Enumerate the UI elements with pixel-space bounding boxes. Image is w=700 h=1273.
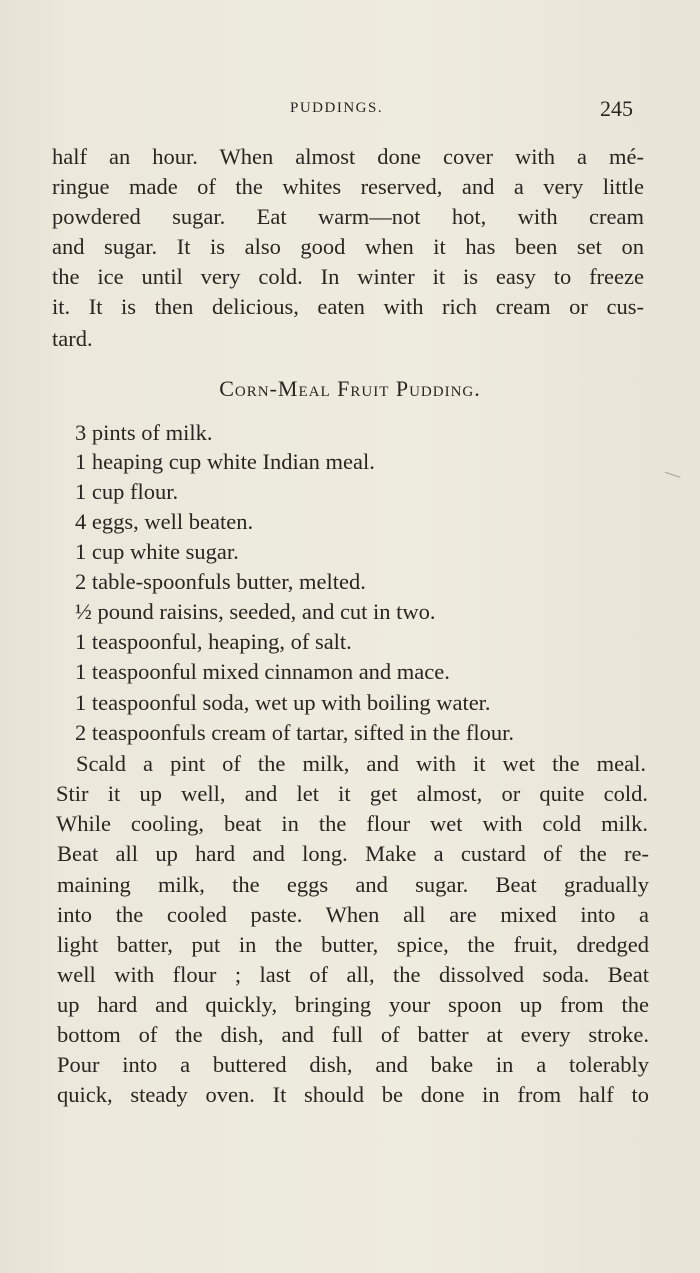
directions-line: well with flour ; last of all, the dissolved soda. Beat	[57, 962, 649, 987]
directions-line: Pour into a buttered dish, and bake in a tolerably	[57, 1052, 649, 1077]
ingredient-item: 1 heaping cup white Indian meal.	[75, 449, 375, 474]
ingredient-item: 1 cup white sugar.	[75, 539, 239, 564]
recipe-title: Corn-Meal Fruit Pudding.	[219, 376, 481, 401]
directions-line: While cooling, beat in the flour wet with cold milk.	[56, 811, 648, 836]
directions-line: light batter, put in the butter, spice, the fruit, dredged	[57, 932, 649, 957]
paragraph-line: ringue made of the whites reserved, and a very little	[52, 174, 644, 199]
directions-line: Beat all up hard and long. Make a custard of the re-	[57, 841, 649, 866]
paragraph-line: tard.	[52, 326, 93, 351]
page-number: 245	[600, 96, 633, 121]
paragraph-line: powdered sugar. Eat warm—not hot, with cream	[52, 204, 644, 229]
directions-line: quick, steady oven. It should be done in from half to	[57, 1082, 649, 1107]
ingredient-item: 1 cup flour.	[75, 479, 179, 504]
directions-line: up hard and quickly, bringing your spoon up from the	[57, 992, 649, 1017]
paper-mark	[662, 472, 681, 487]
directions-line: maining milk, the eggs and sugar. Beat gradually	[57, 872, 649, 897]
paragraph-line: the ice until very cold. In winter it is easy to freeze	[52, 264, 644, 289]
directions-line: Scald a pint of the milk, and with it wet the meal.	[76, 751, 646, 776]
directions-line: bottom of the dish, and full of batter at every stroke.	[57, 1022, 649, 1047]
ingredient-item: 4 eggs, well beaten.	[75, 509, 254, 534]
paragraph-line: half an hour. When almost done cover with a mé-	[52, 144, 644, 169]
ingredient-item: ½ pound raisins, seeded, and cut in two.	[75, 599, 436, 624]
ingredient-item: 3 pints of milk.	[75, 420, 213, 445]
running-head: PUDDINGS.	[290, 100, 384, 116]
ingredient-item: 1 teaspoonful mixed cinnamon and mace.	[75, 659, 450, 684]
ingredient-item: 1 teaspoonful, heaping, of salt.	[75, 629, 352, 654]
directions-line: into the cooled paste. When all are mixed into a	[57, 902, 649, 927]
page-header	[0, 96, 700, 126]
ingredient-item: 1 teaspoonful soda, wet up with boiling water.	[75, 690, 491, 715]
ingredient-item: 2 table-spoonfuls butter, melted.	[75, 569, 366, 594]
directions-line: Stir it up well, and let it get almost, or quite cold.	[56, 781, 648, 806]
ingredient-item: 2 teaspoonfuls cream of tartar, sifted in the flour.	[75, 720, 514, 745]
paragraph-line: and sugar. It is also good when it has been set on	[52, 234, 644, 259]
paragraph-line: it. It is then delicious, eaten with rich cream or cus-	[52, 294, 644, 319]
